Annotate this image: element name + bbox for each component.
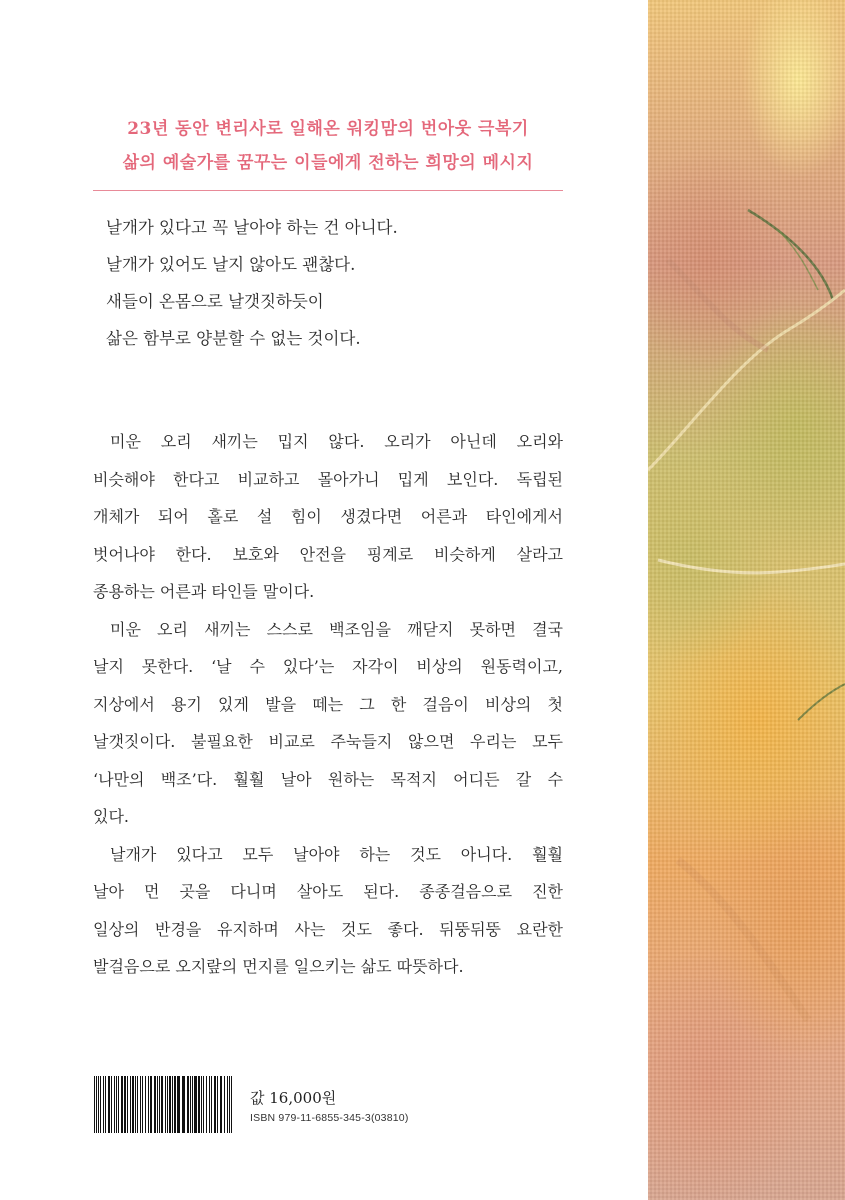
barcode-bar: [121, 1076, 123, 1133]
poem-line: 날개가 있다고 꼭 날아야 하는 건 아니다.: [106, 218, 398, 237]
body-line: 미운 오리 새끼는 밉지 않다. 오리가 아닌데 오리와: [110, 432, 563, 451]
barcode-bar: [105, 1076, 106, 1133]
pink-divider: [93, 190, 563, 191]
barcode-bar: [165, 1076, 166, 1133]
barcode-bar: [231, 1076, 232, 1133]
paragraph-3: [93, 840, 563, 990]
barcode-bar: [190, 1076, 191, 1133]
barcode-bar: [182, 1076, 185, 1133]
barcode-bar: [201, 1076, 202, 1133]
barcode-bar: [209, 1076, 210, 1133]
body-line: 발걸음으로 오지랖의 먼지를 일으키는 삶도 따뜻하다.: [93, 957, 464, 976]
barcode-bar: [220, 1076, 222, 1133]
barcode-bar: [159, 1076, 160, 1133]
barcode-bar: [132, 1076, 134, 1133]
barcode-bar: [118, 1076, 119, 1133]
paragraph-1: [93, 427, 563, 615]
barcode-bar: [100, 1076, 101, 1133]
barcode: [93, 1076, 236, 1133]
isbn: ISBN 979-11-6855-345-3(03810): [250, 1112, 409, 1124]
barcode-bar: [114, 1076, 115, 1133]
barcode-bar: [103, 1076, 104, 1133]
barcode-bar: [167, 1076, 168, 1133]
barcode-bar: [108, 1076, 110, 1133]
barcode-bar: [174, 1076, 176, 1133]
barcode-bar: [217, 1076, 218, 1133]
body-text: [93, 427, 563, 990]
barcode-bar: [172, 1076, 173, 1133]
barcode-bar: [130, 1076, 131, 1133]
poem-line: 새들이 온몸으로 날갯짓하듯이: [106, 292, 324, 311]
barcode-bar: [142, 1076, 143, 1133]
body-line: 미운 오리 새끼는 스스로 백조임을 깨닫지 못하면 결국: [110, 619, 563, 639]
barcode-bar: [150, 1076, 152, 1133]
barcode-bar: [135, 1076, 136, 1133]
barcode-bar: [187, 1076, 189, 1133]
poem-line: 삶은 함부로 양분할 수 없는 것이다.: [106, 329, 361, 348]
body-line: 일상의 반경을 유지하며 사는 것도 좋다. 뒤뚱뒤뚱 요란한: [93, 919, 563, 939]
poem-block: [106, 214, 526, 362]
poem-line: 날개가 있어도 날지 않아도 괜찮다.: [106, 255, 356, 274]
barcode-bar: [214, 1076, 216, 1133]
barcode-bar: [140, 1076, 141, 1133]
tagline-line-2: 삶의 예술가를 꿈꾸는 이들에게 전하는 희망의 메시지: [122, 153, 534, 173]
barcode-bar: [94, 1076, 95, 1133]
cover-painting: [648, 0, 845, 1200]
barcode-bar: [124, 1076, 126, 1133]
painting-strokes: [648, 0, 845, 1200]
barcode-bar: [211, 1076, 212, 1133]
barcode-bar: [224, 1076, 225, 1133]
barcode-bar: [137, 1076, 138, 1133]
body-line: 지상에서 용기 있게 발을 떼는 그 한 걸음이 비상의 첫: [93, 694, 563, 714]
barcode-bar: [127, 1076, 128, 1133]
barcode-bar: [116, 1076, 117, 1133]
barcode-bar: [145, 1076, 146, 1133]
barcode-bar: [154, 1076, 156, 1133]
barcode-bar: [111, 1076, 112, 1133]
barcode-bar: [157, 1076, 158, 1133]
barcode-bar: [161, 1076, 163, 1133]
barcode-bar: [203, 1076, 204, 1133]
body-line: 있다.: [93, 807, 129, 826]
barcode-bar: [192, 1076, 193, 1133]
barcode-bar: [194, 1076, 197, 1133]
barcode-bar: [96, 1076, 97, 1133]
barcode-bar: [169, 1076, 171, 1133]
barcode-bar: [206, 1076, 207, 1133]
tagline-line-1: 23년 동안 변리사로 일해온 워킹맘의 번아웃 극복기: [127, 119, 529, 139]
body-line: 개체가 되어 홀로 설 힘이 생겼다면 어른과 타인에게서: [93, 507, 563, 526]
barcode-bar: [227, 1076, 228, 1133]
body-line: 벗어나야 한다. 보호와 안전을 핑계로 비슷하게 살라고: [93, 544, 563, 564]
price: 값 16,000원: [250, 1089, 337, 1107]
barcode-bar: [229, 1076, 230, 1133]
barcode-bar: [98, 1076, 99, 1133]
body-line: 비슷해야 한다고 비교하고 몰아가니 밉게 보인다. 독립된: [93, 469, 563, 489]
paragraph-2: [93, 615, 563, 840]
body-line: 종용하는 어른과 타인들 말이다.: [93, 582, 315, 601]
body-line: 날개가 있다고 모두 날아야 하는 것도 아니다. 훨훨: [110, 844, 563, 864]
body-line: 날갯짓이다. 불필요한 비교로 주눅들지 않으면 우리는 모두: [93, 732, 563, 751]
body-line: 날아 먼 곳을 다니며 살아도 된다. 종종걸음으로 진한: [93, 882, 563, 901]
body-line: 날지 못한다. ‘날 수 있다’는 자각이 비상의 원동력이고,: [93, 657, 563, 676]
barcode-bar: [198, 1076, 200, 1133]
barcode-bar: [148, 1076, 149, 1133]
barcode-bar: [177, 1076, 180, 1133]
body-line: ‘나만의 백조’다. 훨훨 날아 원하는 목적지 어디든 갈 수: [93, 769, 563, 789]
